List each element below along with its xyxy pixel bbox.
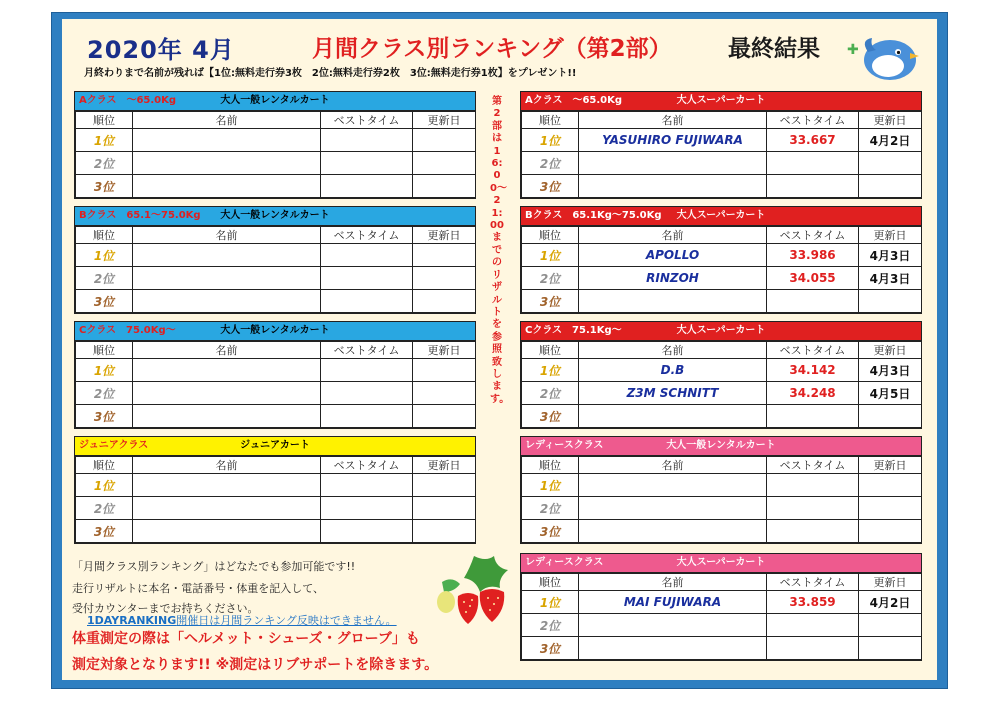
col-rank: 順位 [522,457,579,474]
best-time: 33.667 [767,129,859,152]
class-label: Bクラス 65.1Kg〜75.0Kg [525,210,662,221]
col-best: ベストタイム [767,574,859,591]
rank-1-label: 1位 [76,474,133,497]
best-time [767,290,859,313]
best-time [767,637,859,660]
rank-2-label: 2位 [522,267,579,290]
update-date [413,474,476,497]
rank-3-label: 3位 [76,175,133,198]
ranking-block-left-junior [74,436,476,544]
col-name: 名前 [133,227,321,244]
col-best: ベストタイム [321,342,413,359]
racer-name [133,497,321,520]
block-header [75,207,475,226]
class-label: Cクラス 75.1Kg〜 [525,325,622,336]
block-header [75,437,475,456]
column-header-row [76,112,476,129]
table-row [522,359,922,382]
update-date [413,382,476,405]
rank-2-label: 2位 [76,382,133,405]
update-date: 4月3日 [859,267,922,290]
racer-name: D.B [579,359,767,382]
table-row [522,175,922,198]
ranking-block-left-a [74,91,476,199]
ranking-table [521,341,922,428]
col-date: 更新日 [413,457,476,474]
column-header-row [522,457,922,474]
best-time: 33.859 [767,591,859,614]
rank-1-label: 1位 [522,591,579,614]
best-time [321,244,413,267]
col-best: ベストタイム [767,112,859,129]
update-date: 4月2日 [859,591,922,614]
col-rank: 順位 [76,342,133,359]
racer-name: MAI FUJIWARA [579,591,767,614]
racer-name: YASUHIRO FUJIWARA [579,129,767,152]
col-best: ベストタイム [321,457,413,474]
prize-subtitle: 月終わりまで名前が残れば【1位:無料走行券3枚 2位:無料走行券2枚 3位:無料走行券1枚】をプレゼント!! [84,68,577,79]
rank-1-label: 1位 [76,359,133,382]
rank-2-label: 2位 [522,382,579,405]
racer-name [133,244,321,267]
racer-name [579,405,767,428]
col-name: 名前 [579,457,767,474]
update-date [859,637,922,660]
table-row [76,359,476,382]
table-row [76,129,476,152]
racer-name: RINZOH [579,267,767,290]
table-row [76,175,476,198]
column-header-row [522,342,922,359]
table-row [522,405,922,428]
weight-note-2: 測定対象となります!! ※測定はリブサポートを除きます。 [72,657,439,673]
best-time: 34.142 [767,359,859,382]
racer-name [133,382,321,405]
update-date [413,290,476,313]
table-row [522,267,922,290]
update-date [413,497,476,520]
col-date: 更新日 [413,227,476,244]
update-date [859,290,922,313]
racer-name: APOLLO [579,244,767,267]
ranking-table [75,341,476,428]
col-name: 名前 [579,227,767,244]
class-label: Cクラス 75.0Kg〜 [79,325,176,336]
best-time [767,497,859,520]
best-time [321,359,413,382]
rank-3-label: 3位 [522,637,579,660]
table-row [76,382,476,405]
update-date [859,520,922,543]
col-rank: 順位 [76,457,133,474]
column-header-row [76,227,476,244]
best-time: 33.986 [767,244,859,267]
class-label: Aクラス 〜65.0Kg [79,95,177,106]
best-time [321,290,413,313]
update-date: 4月3日 [859,244,922,267]
racer-name [579,474,767,497]
ranking-table [75,111,476,198]
update-date: 4月2日 [859,129,922,152]
table-row [76,497,476,520]
class-label: ジュニアクラス [79,440,149,451]
rank-1-label: 1位 [522,474,579,497]
table-row [76,267,476,290]
rank-1-label: 1位 [76,129,133,152]
block-header [521,322,921,341]
update-date [413,152,476,175]
racer-name [579,520,767,543]
ranking-table [521,111,922,198]
rank-2-label: 2位 [522,614,579,637]
best-time [767,474,859,497]
table-row [522,520,922,543]
col-name: 名前 [133,457,321,474]
table-row [522,474,922,497]
strawberry-icon [434,552,514,632]
update-date [413,359,476,382]
best-time [321,129,413,152]
class-label: Aクラス 〜65.0Kg [525,95,623,106]
table-row [522,129,922,152]
column-header-row [522,574,922,591]
best-time [767,405,859,428]
rank-3-label: 3位 [522,290,579,313]
kart-type: 大人一般レンタルカート [220,210,330,221]
kart-type: 大人一般レンタルカート [220,95,330,106]
col-best: ベストタイム [321,227,413,244]
kart-type: ジュニアカート [240,440,310,451]
oneday-ranking-text: 開催日は月間ランキング反映はできません。 [176,614,397,627]
ranking-block-right-a [520,91,922,199]
col-name: 名前 [579,112,767,129]
best-time [767,175,859,198]
racer-name [579,614,767,637]
block-header [521,207,921,226]
racer-name [133,152,321,175]
best-time [767,152,859,175]
ranking-table [75,456,476,543]
col-rank: 順位 [76,227,133,244]
kart-type: 大人スーパーカート [676,557,766,568]
racer-name [579,637,767,660]
info-line-1: 「月間クラス別ランキング」はどなたでも参加可能です!! [72,560,356,573]
update-date: 4月5日 [859,382,922,405]
best-time [321,405,413,428]
col-rank: 順位 [522,227,579,244]
table-row [522,382,922,405]
ranking-table [75,226,476,313]
racer-name [579,175,767,198]
racer-name [133,290,321,313]
kart-type: 大人一般レンタルカート [220,325,330,336]
update-date [859,474,922,497]
column-header-row [522,227,922,244]
table-row [76,244,476,267]
class-label: レディースクラス [525,440,604,451]
sparkle-icon: ✚ [847,42,859,58]
result-label: 最終結果 [728,36,820,62]
bluebird-icon [858,26,920,82]
rank-2-label: 2位 [76,497,133,520]
best-time [321,152,413,175]
best-time: 34.055 [767,267,859,290]
rank-3-label: 3位 [76,405,133,428]
table-row [76,520,476,543]
col-best: ベストタイム [767,227,859,244]
update-date [413,129,476,152]
col-best: ベストタイム [767,457,859,474]
update-date [413,244,476,267]
col-date: 更新日 [859,457,922,474]
update-date [859,614,922,637]
col-name: 名前 [579,574,767,591]
block-header [75,92,475,111]
rank-1-label: 1位 [522,359,579,382]
col-name: 名前 [133,112,321,129]
racer-name [133,129,321,152]
best-time [321,497,413,520]
rank-1-label: 1位 [522,244,579,267]
rank-1-label: 1位 [76,244,133,267]
ranking-block-right-ladies-super [520,553,922,661]
kart-type: 大人スーパーカート [676,325,766,336]
col-rank: 順位 [522,342,579,359]
rank-3-label: 3位 [76,290,133,313]
update-date [413,267,476,290]
kart-type: 大人一般レンタルカート [666,440,776,451]
col-rank: 順位 [522,574,579,591]
racer-name [133,267,321,290]
kart-type: 大人スーパーカート [676,95,766,106]
column-header-row [522,112,922,129]
table-row [522,614,922,637]
best-time [321,175,413,198]
racer-name [133,520,321,543]
col-date: 更新日 [859,112,922,129]
block-header [521,554,921,573]
rank-3-label: 3位 [522,175,579,198]
block-header [521,92,921,111]
ranking-block-right-b [520,206,922,314]
ranking-block-left-c [74,321,476,429]
best-time [321,474,413,497]
col-rank: 順位 [522,112,579,129]
rank-3-label: 3位 [76,520,133,543]
rank-1-label: 1位 [522,129,579,152]
block-header [75,322,475,341]
col-name: 名前 [579,342,767,359]
col-best: ベストタイム [767,342,859,359]
update-date [859,497,922,520]
table-row [76,152,476,175]
best-time [767,520,859,543]
rank-2-label: 2位 [76,152,133,175]
table-row [522,290,922,313]
col-date: 更新日 [859,342,922,359]
update-date [859,175,922,198]
table-row [76,474,476,497]
block-header [521,437,921,456]
year-month: 2020年 4月 [87,36,235,64]
table-row [76,405,476,428]
update-date [413,520,476,543]
ranking-block-left-b [74,206,476,314]
info-line-2: 走行リザルトに本名・電話番号・体重を記入して、 [72,582,325,595]
oneday-ranking-note [87,612,397,628]
col-date: 更新日 [859,574,922,591]
rank-2-label: 2位 [76,267,133,290]
table-row [76,290,476,313]
ranking-table [521,226,922,313]
best-time [321,267,413,290]
racer-name: Z3M SCHNITT [579,382,767,405]
class-label: Bクラス 65.1〜75.0Kg [79,210,201,221]
ranking-table [521,573,922,660]
col-date: 更新日 [413,342,476,359]
update-date [413,175,476,198]
vertical-note: 第2部は16:00〜21:00までのリザルトを参照致します。 [490,96,510,405]
page-title: 月間クラス別ランキング（第2部） [312,36,672,62]
table-row [522,497,922,520]
racer-name [579,290,767,313]
ranking-block-right-ladies-rental [520,436,922,544]
table-row [522,591,922,614]
rank-2-label: 2位 [522,152,579,175]
col-date: 更新日 [413,112,476,129]
col-rank: 順位 [76,112,133,129]
table-row [522,244,922,267]
racer-name [133,474,321,497]
ranking-table [521,456,922,543]
update-date: 4月3日 [859,359,922,382]
table-row [522,637,922,660]
rank-3-label: 3位 [522,405,579,428]
racer-name [133,405,321,428]
best-time [321,520,413,543]
rank-3-label: 3位 [522,520,579,543]
oneday-ranking-link[interactable]: 1DAYRANKING [87,614,177,627]
col-name: 名前 [133,342,321,359]
col-date: 更新日 [859,227,922,244]
racer-name [579,152,767,175]
weight-note-1: 体重測定の際は「ヘルメット・シューズ・グローブ」も [72,631,420,647]
ranking-block-right-c [520,321,922,429]
col-best: ベストタイム [321,112,413,129]
update-date [413,405,476,428]
update-date [859,405,922,428]
racer-name [579,497,767,520]
best-time: 34.248 [767,382,859,405]
best-time [767,614,859,637]
racer-name [133,175,321,198]
info-line-3: 受付カウンターまでお持ちください。 [72,602,259,615]
update-date [859,152,922,175]
kart-type: 大人スーパーカート [676,210,766,221]
column-header-row [76,457,476,474]
class-label: レディースクラス [525,557,604,568]
rank-2-label: 2位 [522,497,579,520]
best-time [321,382,413,405]
column-header-row [76,342,476,359]
racer-name [133,359,321,382]
table-row [522,152,922,175]
